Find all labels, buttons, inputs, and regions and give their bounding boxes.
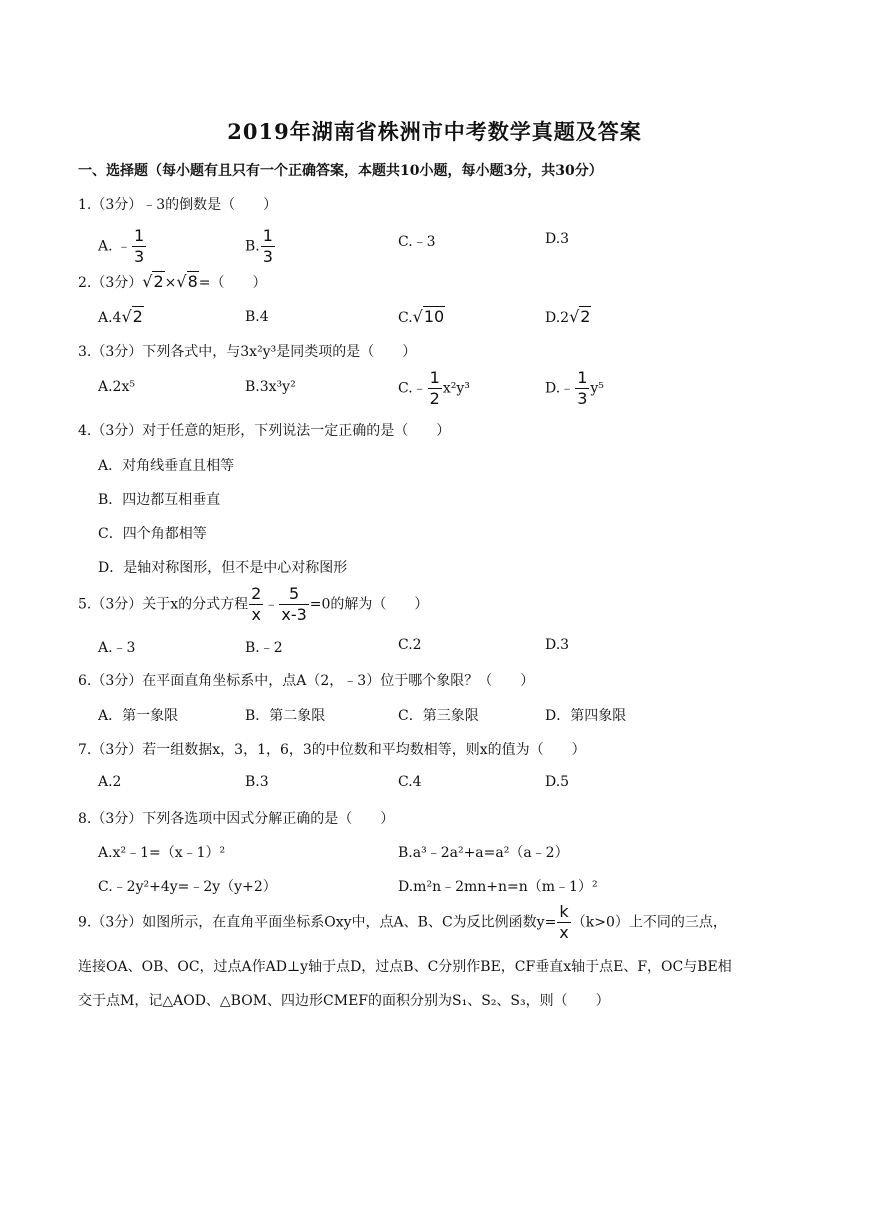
q7-option-c[interactable]: C.4 <box>398 774 422 790</box>
q3-option-c[interactable]: C.﹣ $\frac{1}{2}$ x²y³ <box>398 368 470 408</box>
q6-option-b[interactable]: B．第二象限 <box>245 708 326 724</box>
q6-option-a[interactable]: A．第一象限 <box>98 708 179 724</box>
question-6: 6.（3分）在平面直角坐标系中，点A（2，﹣3）位于哪个象限？（ ） <box>78 673 535 689</box>
question-4: 4.（3分）对于任意的矩形，下列说法一定正确的是（ ） <box>78 423 451 439</box>
q3-option-d[interactable]: D.﹣ $\frac{1}{3}$ y⁵ <box>545 368 604 408</box>
q4-option-d[interactable]: D．是轴对称图形，但不是中心对称图形 <box>98 560 348 576</box>
q3-option-a[interactable]: A.2x⁵ <box>98 379 135 395</box>
q7-option-a[interactable]: A.2 <box>98 774 122 790</box>
section-heading: 一、选择题（每小题有且只有一个正确答案，本题共10小题，每小题3分，共30分） <box>78 163 603 179</box>
question-5: 5.（3分）关于x的分式方程 $\frac{2}{x}$ ﹣ $\frac{5}{x-3}$ =0的解为（ ） <box>78 584 429 624</box>
question-3: 3.（3分）下列各式中，与3x²y³是同类项的是（ ） <box>78 344 417 360</box>
q8-option-a[interactable]: A.x²﹣1=（x﹣1）² <box>98 845 226 861</box>
question-9: 9.（3分）如图所示，在直角平面坐标系Oxy中，点A、B、C为反比例函数y= $\frac{k}{x}$ （k>0）上不同的三点， <box>78 902 727 942</box>
q2-option-a[interactable]: A.4√2 <box>98 307 143 326</box>
q5-option-b[interactable]: B.﹣2 <box>245 640 283 656</box>
q1-option-a[interactable]: A. ﹣ $\frac{1}{3}$ <box>98 226 145 266</box>
question-8: 8.（3分）下列各选项中因式分解正确的是（ ） <box>78 811 395 827</box>
question-9-line-2: 连接OA、OB、OC，过点A作AD⊥y轴于点D，过点B、C分别作BE，CF垂直x轴于点E、F，OC与BE相 <box>78 959 732 975</box>
question-2: 2.（3分）√2×√8=（ ） <box>78 272 267 291</box>
question-1: 1.（3分）﹣3的倒数是（ ） <box>78 197 278 213</box>
q7-option-d[interactable]: D.5 <box>545 774 570 790</box>
question-7: 7.（3分）若一组数据x，3，1，6，3的中位数和平均数相等，则x的值为（ ） <box>78 742 586 758</box>
q1-option-d[interactable]: D.3 <box>545 231 570 247</box>
q5-option-c[interactable]: C.2 <box>398 637 422 653</box>
q6-option-c[interactable]: C．第三象限 <box>398 708 479 724</box>
q1-option-b[interactable]: B. $\frac{1}{3}$ <box>245 226 273 266</box>
q2-option-c[interactable]: C.√10 <box>398 307 445 326</box>
question-9-line-3: 交于点M，记△AOD、△BOM、四边形CMEF的面积分别为S₁、S₂、S₃，则（ ） <box>78 993 610 1009</box>
q2-option-d[interactable]: D.2√2 <box>545 307 591 326</box>
q5-option-a[interactable]: A.﹣3 <box>98 640 136 656</box>
q8-option-d[interactable]: D.m²n﹣2mn+n=n（m﹣1）² <box>398 879 598 895</box>
q6-option-d[interactable]: D．第四象限 <box>545 708 627 724</box>
q7-option-b[interactable]: B.3 <box>245 774 269 790</box>
q5-option-d[interactable]: D.3 <box>545 637 570 653</box>
page-title: 2019年湖南省株洲市中考数学真题及答案 <box>227 119 642 144</box>
q2-option-b[interactable]: B.4 <box>245 309 269 325</box>
q4-option-b[interactable]: B．四边都互相垂直 <box>98 492 221 508</box>
q8-option-b[interactable]: B.a³﹣2a²+a=a²（a﹣2） <box>398 845 569 861</box>
q4-option-c[interactable]: C．四个角都相等 <box>98 526 207 542</box>
q8-option-c[interactable]: C.﹣2y²+4y=﹣2y（y+2） <box>98 879 277 895</box>
q1-option-c[interactable]: C.﹣3 <box>398 234 436 250</box>
q4-option-a[interactable]: A．对角线垂直且相等 <box>98 458 235 474</box>
q3-option-b[interactable]: B.3x³y² <box>245 379 296 395</box>
q1-a-fraction: $\frac{1}{3}$ <box>134 226 145 266</box>
q1-b-fraction: $\frac{1}{3}$ <box>262 226 273 266</box>
